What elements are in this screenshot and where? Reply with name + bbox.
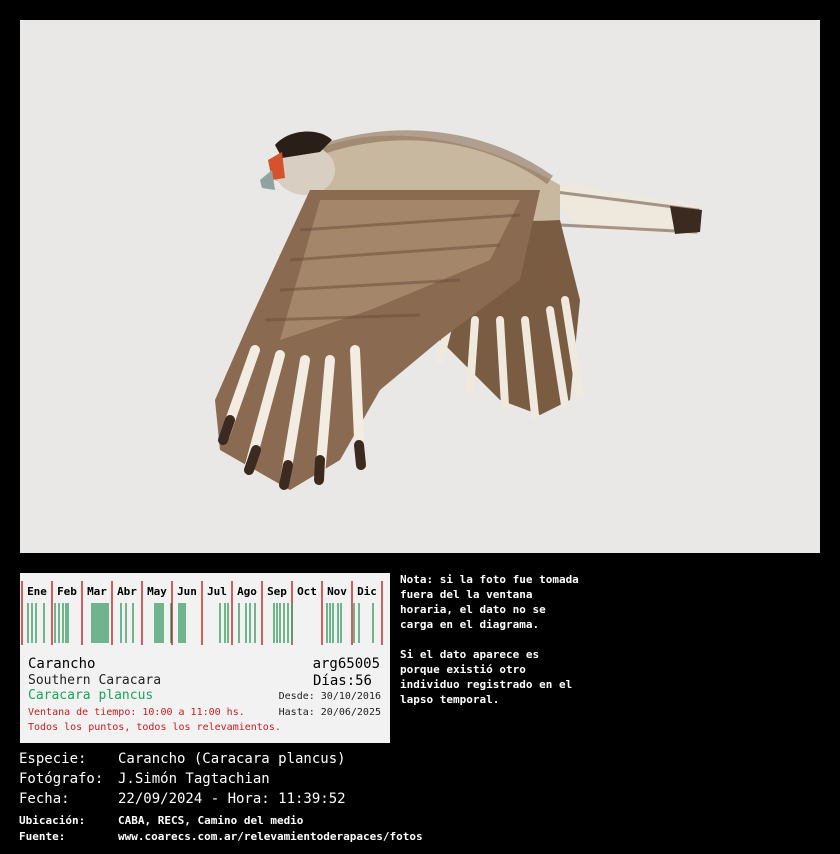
fuente-value[interactable]: www.coarecs.com.ar/relevamientoderapaces/fotos <box>118 830 423 843</box>
especie-row <box>19 751 346 767</box>
note-paragraph-1: Nota: si la foto fue tomada fuera del la ventana horaria, el dato no se carga en el diagrama. <box>400 573 579 631</box>
month-label-ago: Ago <box>237 585 257 598</box>
fotografo-value: J.Simón Tagtachian <box>118 771 270 787</box>
ubicacion-row <box>19 814 303 827</box>
month-label-nov: Nov <box>327 585 347 598</box>
month-header <box>22 583 382 601</box>
fecha-row <box>19 791 346 807</box>
month-label-jun: Jun <box>177 585 197 598</box>
month-label-mar: Mar <box>87 585 107 598</box>
days-count: Días:56 <box>312 673 372 689</box>
species-common-name: Carancho <box>28 656 96 672</box>
month-label-sep: Sep <box>267 585 287 598</box>
especie-value: Carancho (Caracara plancus) <box>118 751 346 767</box>
ubicacion-label: Ubicación: <box>19 814 86 827</box>
note-paragraph-2: Si el dato aparece es porque existió otro individuo registrado en el lapso temporal. <box>400 648 573 706</box>
presence-card <box>20 573 390 743</box>
month-label-dic: Dic <box>357 585 377 598</box>
species-scientific-name: Caracara plancus <box>28 688 154 703</box>
fecha-value: 22/09/2024 - Hora: 11:39:52 <box>118 791 346 807</box>
especie-label: Especie: <box>19 751 87 767</box>
fuente-label: Fuente: <box>19 830 66 843</box>
record-id: arg65005 <box>312 656 380 672</box>
ubicacion-value: CABA, RECS, Camino del medio <box>118 814 304 827</box>
bird-photo <box>20 20 820 553</box>
note-panel <box>400 572 580 707</box>
species-english-name: Southern Caracara <box>28 673 162 688</box>
fecha-label: Fecha: <box>19 791 70 807</box>
month-label-abr: Abr <box>117 585 137 598</box>
month-label-ene: Ene <box>27 585 47 598</box>
time-window: Ventana de tiempo: 10:00 a 11:00 hs. <box>28 707 245 718</box>
fotografo-row <box>19 771 270 787</box>
month-label-jul: Jul <box>207 585 227 598</box>
month-label-feb: Feb <box>57 585 77 598</box>
all-points-note: Todos los puntos, todos los relevamientos. <box>28 722 281 733</box>
month-label-oct: Oct <box>297 585 317 598</box>
caracara-flight-image <box>20 20 820 553</box>
fuente-row <box>19 830 423 843</box>
month-label-may: May <box>147 585 167 598</box>
date-to: Hasta: 20/06/2025 <box>278 707 381 718</box>
fotografo-label: Fotógrafo: <box>19 771 104 787</box>
date-from: Desde: 30/10/2016 <box>278 691 381 702</box>
